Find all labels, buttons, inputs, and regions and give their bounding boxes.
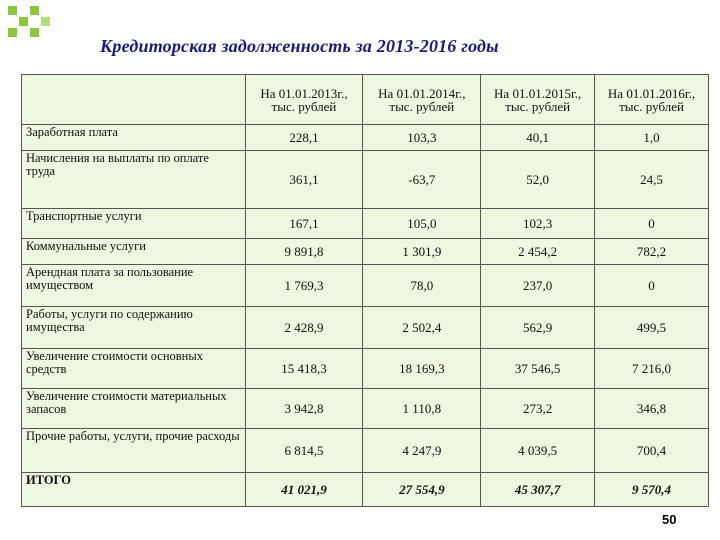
decorative-squares-icon <box>0 0 80 50</box>
page-number: 50 <box>662 512 677 527</box>
row-label: Прочие работы, услуги, прочие расходы <box>22 429 246 473</box>
row-label: Транспортные услуги <box>22 209 246 239</box>
total-cell: 27 554,9 <box>363 473 481 507</box>
table-cell: 0 <box>595 265 709 307</box>
table-cell: 40,1 <box>481 125 595 151</box>
table-cell: 37 546,5 <box>481 349 595 389</box>
table-cell: -63,7 <box>363 151 481 209</box>
table-cell: 7 216,0 <box>595 349 709 389</box>
row-label: Начисления на выплаты по оплате труда <box>22 151 246 209</box>
header-cell-2015: На 01.01.2015г., тыс. рублей <box>481 75 595 125</box>
table-row <box>22 239 709 265</box>
table-cell: 1 110,8 <box>363 389 481 429</box>
table-cell: 361,1 <box>245 151 363 209</box>
table-cell: 103,3 <box>363 125 481 151</box>
table-row <box>22 265 709 307</box>
row-label: Заработная плата <box>22 125 246 151</box>
table-cell: 1,0 <box>595 125 709 151</box>
table-cell: 346,8 <box>595 389 709 429</box>
total-cell: 45 307,7 <box>481 473 595 507</box>
table-cell: 562,9 <box>481 307 595 349</box>
table-cell: 78,0 <box>363 265 481 307</box>
table-cell: 167,1 <box>245 209 363 239</box>
table-cell: 102,3 <box>481 209 595 239</box>
table-cell: 2 502,4 <box>363 307 481 349</box>
table-row <box>22 151 709 209</box>
table-cell: 6 814,5 <box>245 429 363 473</box>
table-cell: 4 247,9 <box>363 429 481 473</box>
row-label: Работы, услуги по содержанию имущества <box>22 307 246 349</box>
table-cell: 3 942,8 <box>245 389 363 429</box>
table-cell: 499,5 <box>595 307 709 349</box>
page-title: Кредиторская задолженность за 2013-2016 годы <box>100 36 499 56</box>
table-row <box>22 429 709 473</box>
table-cell: 18 169,3 <box>363 349 481 389</box>
header-cell-2016: На 01.01.2016г., тыс. рублей <box>595 75 709 125</box>
table-cell: 1 301,9 <box>363 239 481 265</box>
table-cell: 0 <box>595 209 709 239</box>
table-cell: 2 428,9 <box>245 307 363 349</box>
total-row <box>22 473 709 507</box>
table-cell: 15 418,3 <box>245 349 363 389</box>
table-row <box>22 209 709 239</box>
table-row <box>22 307 709 349</box>
table-cell: 4 039,5 <box>481 429 595 473</box>
header-cell-2013: На 01.01.2013г., тыс. рублей <box>245 75 363 125</box>
total-label: ИТОГО <box>22 473 246 507</box>
table-cell: 273,2 <box>481 389 595 429</box>
table-cell: 24,5 <box>595 151 709 209</box>
table-cell: 52,0 <box>481 151 595 209</box>
row-label: Коммунальные услуги <box>22 239 246 265</box>
table-cell: 2 454,2 <box>481 239 595 265</box>
table-row <box>22 389 709 429</box>
header-cell-empty <box>22 75 246 125</box>
table-cell: 228,1 <box>245 125 363 151</box>
header-row <box>22 75 709 125</box>
table-cell: 237,0 <box>481 265 595 307</box>
total-cell: 9 570,4 <box>595 473 709 507</box>
debt-table <box>21 74 709 507</box>
table-cell: 700,4 <box>595 429 709 473</box>
table-cell: 105,0 <box>363 209 481 239</box>
row-label: Увеличение стоимости основных средств <box>22 349 246 389</box>
table-cell: 1 769,3 <box>245 265 363 307</box>
row-label: Увеличение стоимости материальных запасов <box>22 389 246 429</box>
table-cell: 9 891,8 <box>245 239 363 265</box>
table-row <box>22 349 709 389</box>
total-cell: 41 021,9 <box>245 473 363 507</box>
header-cell-2014: На 01.01.2014г., тыс. рублей <box>363 75 481 125</box>
table-cell: 782,2 <box>595 239 709 265</box>
row-label: Арендная плата за пользование имуществом <box>22 265 246 307</box>
table-row <box>22 125 709 151</box>
